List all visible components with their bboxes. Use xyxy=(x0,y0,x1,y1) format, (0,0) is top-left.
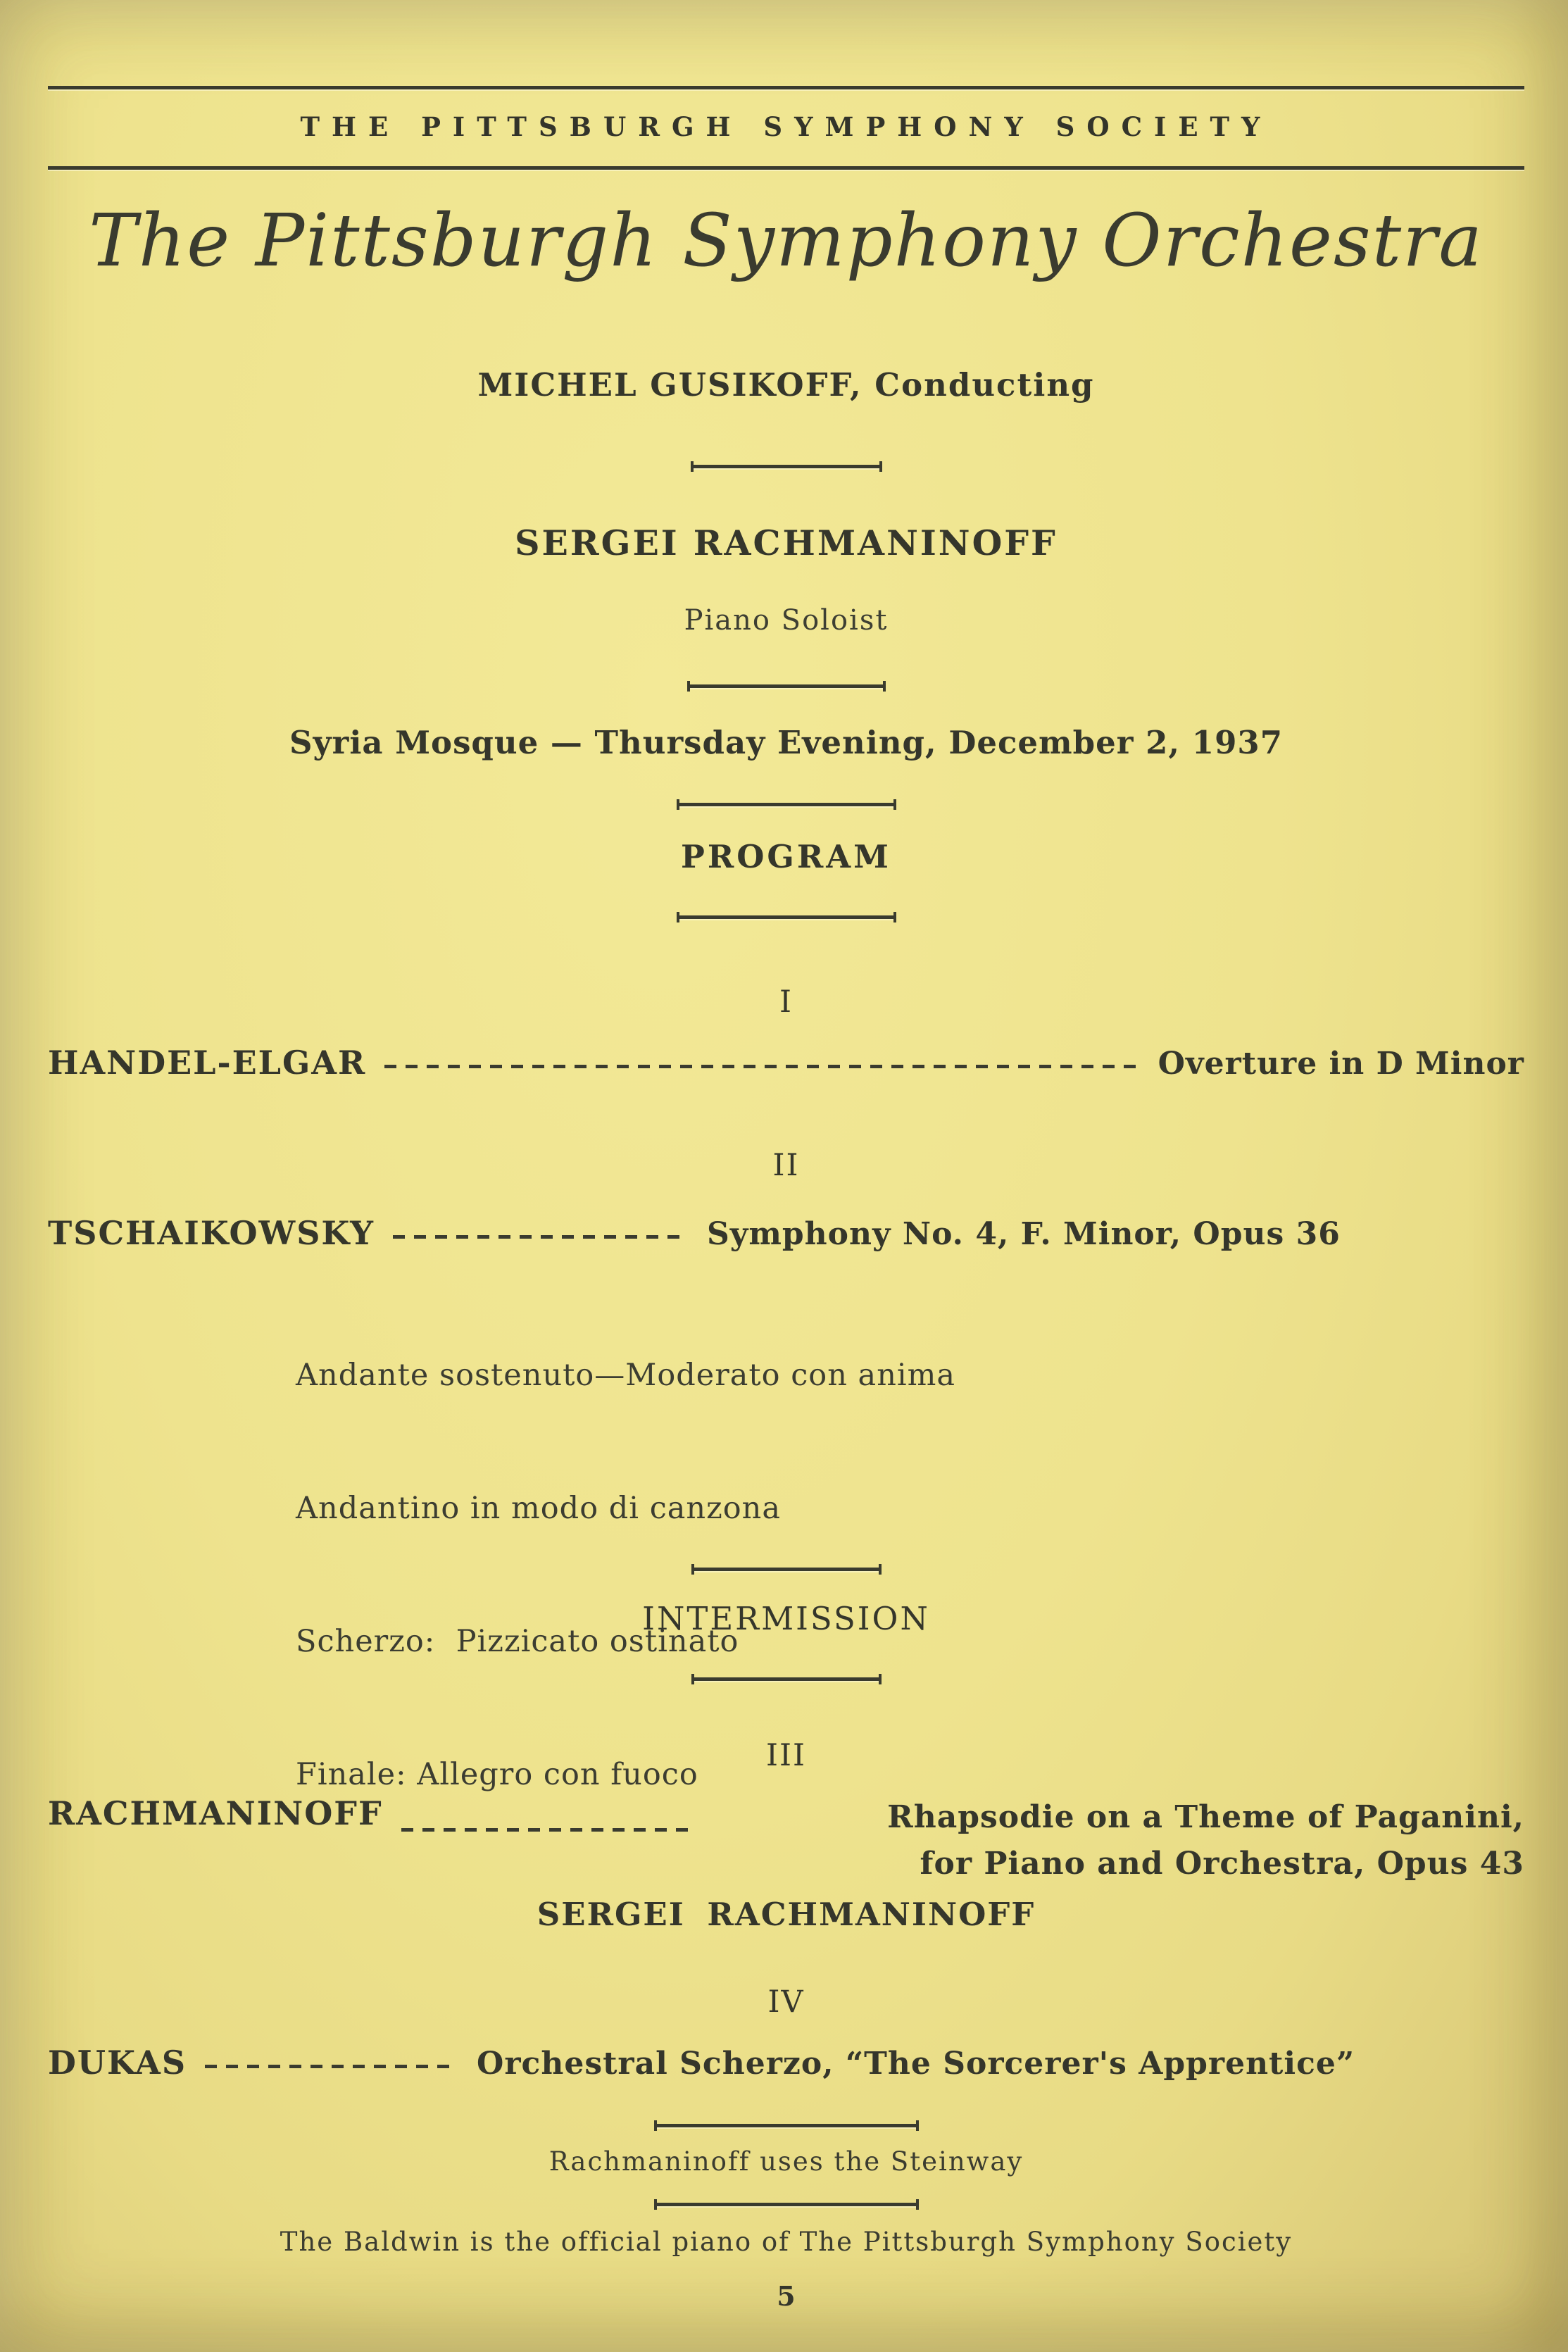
work-title: Overture in D Minor xyxy=(1158,1046,1524,1082)
divider-1 xyxy=(48,465,1524,468)
program-numeral-3: III xyxy=(766,1738,806,1773)
divider-6 xyxy=(48,1677,1524,1681)
divider-3 xyxy=(48,803,1524,806)
venue-date-line: Syria Mosque — Thursday Evening, December 2, 1937 xyxy=(289,724,1284,761)
program-item-1 xyxy=(48,1044,1524,1082)
divider-2 xyxy=(48,684,1524,688)
soloist-credit: SERGEI RACHMANINOFF xyxy=(537,1896,1036,1933)
program-numeral-1: I xyxy=(779,984,793,1020)
movement: Finale: Allegro con fuoco xyxy=(296,1757,698,1792)
work-title-line2: for Piano and Orchestra, Opus 43 xyxy=(920,1846,1524,1882)
work-title: Orchestral Scherzo, “The Sorcerer's Apprentice” xyxy=(477,2046,1355,2082)
steinway-note: Rachmaninoff uses the Steinway xyxy=(548,2146,1024,2177)
divider-5 xyxy=(48,1568,1524,1571)
baldwin-note: The Baldwin is the official piano of The Pittsburgh Symphony Society xyxy=(280,2227,1293,2257)
program-item-2 xyxy=(48,1214,1524,1252)
movement: Andantino in modo di canzona xyxy=(296,1491,781,1526)
dash-leader xyxy=(205,2065,458,2068)
page-title: The Pittsburgh Symphony Orchestra xyxy=(89,199,1484,283)
work-title-line1: Rhapsodie on a Theme of Paganini, xyxy=(887,1799,1524,1835)
work-title: Symphony No. 4, F. Minor, Opus 36 xyxy=(707,1216,1341,1252)
composer-name: DUKAS xyxy=(48,2044,187,2082)
dash-leader xyxy=(401,1828,697,1832)
program-numeral-2: II xyxy=(772,1148,800,1183)
soloist-role: Piano Soloist xyxy=(684,604,889,637)
composer-name: TSCHAIKOWSKY xyxy=(48,1214,375,1252)
program-item-3 xyxy=(48,1794,1524,1887)
program-heading: PROGRAM xyxy=(681,838,891,875)
composer-name: HANDEL-ELGAR xyxy=(48,1044,367,1082)
conductor-line: MICHEL GUSIKOFF, Conducting xyxy=(477,366,1095,404)
soloist-name: SERGEI RACHMANINOFF xyxy=(515,523,1058,563)
work-title xyxy=(887,1794,1524,1887)
program-item-4 xyxy=(48,2044,1524,2082)
movement: Scherzo: Pizzicato ostinato xyxy=(296,1624,739,1659)
page-number: 5 xyxy=(777,2280,796,2312)
divider-4 xyxy=(48,915,1524,919)
divider-7 xyxy=(48,2124,1524,2127)
dash-leader xyxy=(393,1235,689,1239)
divider-8 xyxy=(48,2203,1524,2206)
program-numeral-4: IV xyxy=(767,1984,805,2020)
masthead-society-name: THE PITTSBURGH SYMPHONY SOCIETY xyxy=(300,111,1272,142)
movement: Andante sostenuto—Moderato con anima xyxy=(296,1358,956,1393)
masthead-rule-bottom xyxy=(48,166,1524,170)
masthead-rule-top xyxy=(48,86,1524,89)
intermission-heading: INTERMISSION xyxy=(642,1600,930,1637)
composer-name: RACHMANINOFF xyxy=(48,1794,383,1832)
dash-leader xyxy=(384,1065,1139,1068)
